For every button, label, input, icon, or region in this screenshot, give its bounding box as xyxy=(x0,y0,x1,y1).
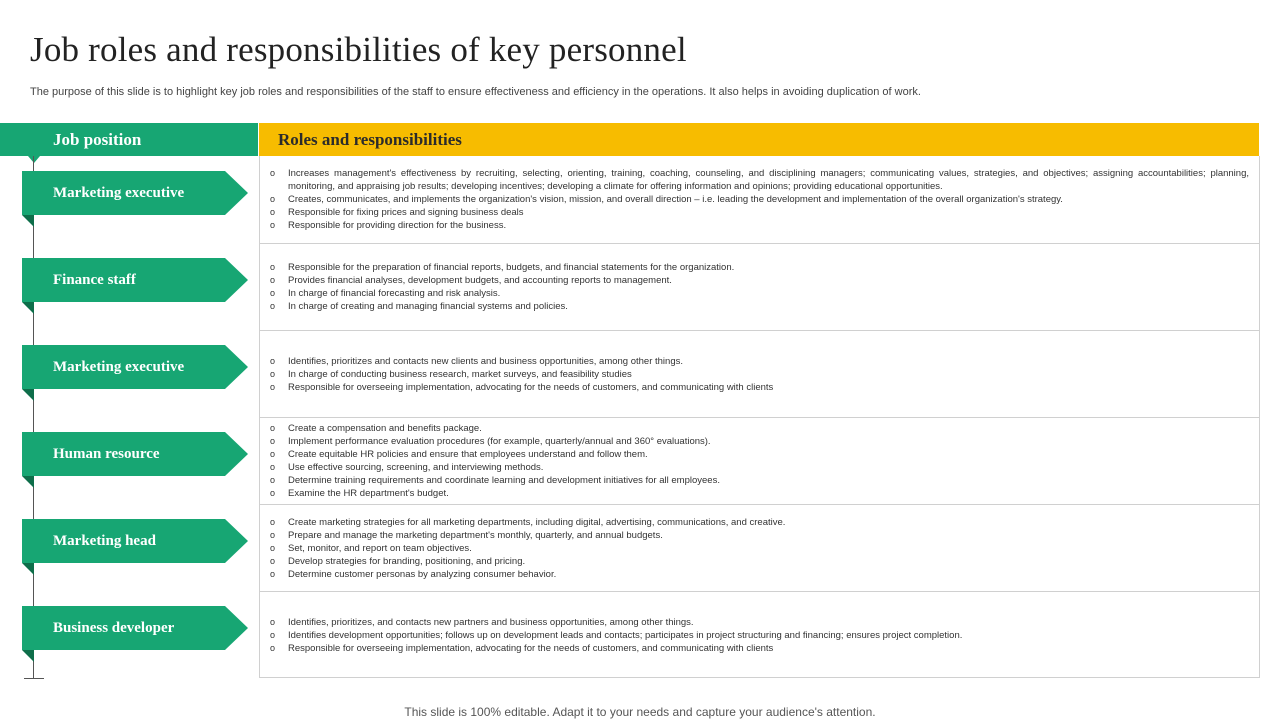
banner-fold xyxy=(22,476,34,488)
responsibility-list xyxy=(270,167,1249,232)
responsibility-list xyxy=(270,516,1249,581)
banner-fold xyxy=(22,302,34,314)
timeline-end xyxy=(24,678,44,679)
table-row xyxy=(260,504,1259,591)
list-item: o Prepare and manage the marketing department's monthly, quarterly, and annual budgets. xyxy=(270,529,1249,542)
footer-note: This slide is 100% editable. Adapt it to your needs and capture your audience's attention. xyxy=(404,705,876,719)
list-item: o In charge of conducting business research, market surveys, and feasibility studies xyxy=(270,368,1249,381)
list-item: o Determine training requirements and coordinate learning and development initiatives for all employees. xyxy=(270,474,1249,487)
position-tag-marketing-executive xyxy=(22,171,248,215)
position-label: Marketing executive xyxy=(53,185,185,201)
list-item: o Responsible for providing direction for the business. xyxy=(270,219,1249,232)
banner-fold xyxy=(22,563,34,575)
list-item: o Determine customer personas by analyzing consumer behavior. xyxy=(270,568,1249,581)
position-label: Marketing executive xyxy=(53,359,185,375)
banner-fold xyxy=(22,389,34,401)
table-row xyxy=(260,243,1259,330)
timeline-line xyxy=(33,156,34,678)
position-label: Marketing head xyxy=(53,533,156,549)
responsibility-list xyxy=(270,355,1249,394)
list-item: o Creates, communicates, and implements the organization's vision, mission, and overall direction – i.e. leading the development and implementation of the overall organization's strategy. xyxy=(270,193,1249,206)
table-row xyxy=(260,330,1259,417)
list-item: o Create marketing strategies for all marketing departments, including digital, advertising, communications, and creative. xyxy=(270,516,1249,529)
list-item: o Identifies development opportunities; follows up on development leads and contacts; participates in project structuring and financing; ensures project completion. xyxy=(270,629,1249,642)
list-item: o In charge of creating and managing financial systems and policies. xyxy=(270,300,1249,313)
position-label: Business developer xyxy=(53,620,175,636)
list-item: o Responsible for overseeing implementation, advocating for the needs of customers, and communicating with clients xyxy=(270,642,1249,655)
position-tag-marketing-executive-2 xyxy=(22,345,248,389)
responsibility-list xyxy=(270,616,1249,655)
responsibility-list xyxy=(270,261,1249,313)
position-tag-business-developer xyxy=(22,606,248,650)
list-item: o Develop strategies for branding, positioning, and pricing. xyxy=(270,555,1249,568)
list-item: o Identifies, prioritizes, and contacts new partners and business opportunities, among other things. xyxy=(270,616,1249,629)
banner-fold xyxy=(22,215,34,227)
list-item: o Implement performance evaluation procedures (for example, quarterly/annual and 360° evaluations). xyxy=(270,435,1249,448)
roles-header: Roles and responsibilities xyxy=(259,123,1259,156)
banner-fold xyxy=(22,650,34,662)
position-tag-finance-staff xyxy=(22,258,248,302)
list-item: o Responsible for fixing prices and signing business deals xyxy=(270,206,1249,219)
table-row xyxy=(260,417,1259,504)
list-item: o Use effective sourcing, screening, and interviewing methods. xyxy=(270,461,1249,474)
list-item: o Identifies, prioritizes and contacts new clients and business opportunities, among other things. xyxy=(270,355,1249,368)
position-tag-marketing-head xyxy=(22,519,248,563)
position-label: Human resource xyxy=(53,446,160,462)
slide-title: Job roles and responsibilities of key personnel xyxy=(30,30,687,69)
list-item: o Create equitable HR policies and ensure that employees understand and follow them. xyxy=(270,448,1249,461)
list-item: o Increases management's effectiveness by recruiting, selecting, orienting, training, coaching, counseling, and disciplining managers; communicating values, strategies, and objectives; assigning accountabilities; planning, monitoring, and appraising job results; developing incentives; developing a climate for offering information and opinions; providing educational opportunities. xyxy=(270,167,1249,193)
list-item: o Examine the HR department's budget. xyxy=(270,487,1249,500)
table-row xyxy=(260,591,1259,678)
responsibilities-table xyxy=(259,156,1260,678)
list-item: o Responsible for overseeing implementation, advocating for the needs of customers, and communicating with clients xyxy=(270,381,1249,394)
list-item: o Provides financial analyses, development budgets, and accounting reports to management. xyxy=(270,274,1249,287)
list-item: o In charge of financial forecasting and risk analysis. xyxy=(270,287,1249,300)
header-notch xyxy=(28,156,40,163)
table-row xyxy=(260,156,1259,243)
list-item: o Create a compensation and benefits package. xyxy=(270,422,1249,435)
position-label: Finance staff xyxy=(53,272,136,288)
slide-subtitle: The purpose of this slide is to highlight key job roles and responsibilities of the staff to ensure effectiveness and efficiency in the operations. It also helps in avoiding duplication of work. xyxy=(30,86,921,98)
list-item: o Responsible for the preparation of financial reports, budgets, and financial statements for the organization. xyxy=(270,261,1249,274)
responsibility-list xyxy=(270,422,1249,500)
position-tag-human-resource xyxy=(22,432,248,476)
job-position-header: Job position xyxy=(0,123,258,156)
list-item: o Set, monitor, and report on team objectives. xyxy=(270,542,1249,555)
